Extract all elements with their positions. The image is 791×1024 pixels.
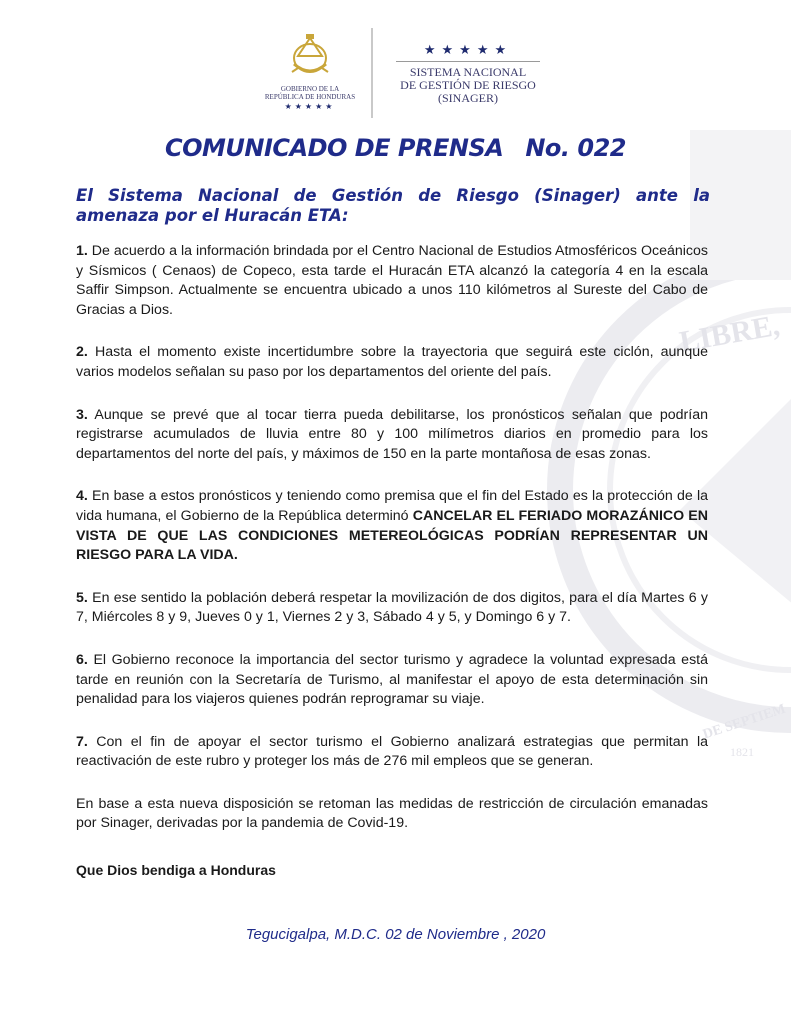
paragraph-2	[76, 343, 708, 382]
paragraph-3	[76, 406, 708, 465]
paragraph-number: 6.	[76, 651, 88, 668]
sinager-rule	[396, 61, 540, 62]
government-name-line1: GOBIERNO DE LA	[280, 85, 340, 93]
paragraph-number: 3.	[76, 406, 88, 423]
paragraph-number: 7.	[76, 733, 88, 750]
paragraph-number: 4.	[76, 488, 88, 505]
paragraph-text: Con el fin de apoyar el sector turismo el Gobierno analizará estrategias que permitan la reactivación de este rubro y proteger los más de 276 mil empleos que se generan.	[76, 733, 708, 770]
paragraph-number: 2.	[76, 344, 88, 361]
press-release-title	[0, 134, 791, 162]
dateline: Tegucigalpa, M.D.C. 02 de Noviembre , 2020	[245, 926, 546, 943]
title-text: COMUNICADO DE PRENSA	[164, 134, 504, 162]
sinager-name-line1: SISTEMA NACIONAL	[409, 65, 527, 79]
watermark-libre-text: LIBRE,	[676, 308, 783, 359]
paragraph-emphasis: CANCELAR EL FERIADO MORAZÁNICO EN VISTA DE QUE LAS CONDICIONES METEREOLÓGICAS PODRÍAN REPRESENTAR UN RIESGO PARA LA VIDA.	[76, 507, 709, 564]
paragraph-5	[76, 589, 708, 628]
paragraph-6	[76, 651, 708, 710]
sinager-stars: ★★★★★	[423, 42, 513, 57]
watermark-year-text: 1821	[730, 745, 754, 759]
sinager-name-line3: (SINAGER)	[438, 91, 498, 105]
paragraph-8	[76, 795, 708, 834]
paragraph-text: En base a estos pronósticos y teniendo como premisa que el fin del Estado es la protección de la vida humana, el Gobierno de la República determinó	[76, 488, 708, 524]
paragraph-1	[76, 242, 708, 320]
paragraph-4	[76, 487, 708, 565]
government-logo	[255, 34, 365, 111]
paragraph-text: Aunque se prevé que al tocar tierra pueda debilitarse, los pronósticos señalan que podrían registrarse acumulados de lluvia entre 80 y 100 milímetros diarios en promedio para los departamentos del norte del país, y máximos de 150 en la parte montañosa de esas zonas.	[76, 406, 708, 462]
paragraph-number: 5.	[76, 589, 88, 606]
closing-line: Que Dios bendiga a Honduras	[76, 862, 276, 878]
press-release-subtitle: El Sistema Nacional de Gestión de Riesgo (Sinager) ante la amenaza por el Huracán ETA:	[76, 186, 710, 225]
sinager-logo	[388, 42, 548, 105]
honduras-coat-of-arms-icon	[288, 34, 332, 80]
paragraph-text: Hasta el momento existe incertidumbre sobre la trayectoria que seguirá este ciclón, aunque varios modelos señalan su paso por los departamentos del oriente del país.	[76, 344, 708, 380]
press-release-body	[76, 242, 708, 857]
header	[0, 28, 791, 128]
government-name-line2: REPÚBLICA DE HONDURAS	[264, 93, 356, 101]
sinager-name-line2: DE GESTIÓN DE RIESGO	[400, 78, 536, 92]
header-divider	[371, 28, 373, 118]
watermark-septiem-text: DE SEPTIEM	[701, 701, 788, 743]
paragraph-text: El Gobierno reconoce la importancia del sector turismo y agradece la voluntad expresada está tarde en reunión con la Secretaría de Turismo, al manifestar el apoyo de esta determinación sin penalidad para los viajeros quienes podrán reprogramar su viaje.	[76, 651, 708, 708]
paragraph-7	[76, 733, 708, 772]
paragraph-number: 1.	[76, 243, 88, 259]
paragraph-text: En ese sentido la población deberá respetar la movilización de dos digitos, para el día Martes 6 y 7, Miércoles 8 y 9, Jueves 0 y 1, Viernes 2 y 3, Sábado 4 y 5, y Domingo 6 y 7.	[76, 589, 708, 626]
paragraph-text: De acuerdo a la información brindada por el Centro Nacional de Estudios Atmosféricos Oceánicos y Sísmicos ( Cenaos) de Copeco, esta tarde el Huracán ETA alcanzó la categoría 4 en la escala Saffir Simpson. Actualmente se encuentra ubicado a unos 110 kilómetros al Sureste del Cabo de Gracias a Dios.	[76, 243, 708, 318]
paragraph-text: En base a esta nueva disposición se retoman las medidas de restricción de circulación emanadas por Sinager, derivadas por la pandemia de Covid-19.	[76, 795, 708, 832]
title-number: No. 022	[525, 134, 626, 162]
government-stars: ★★★★★	[284, 102, 336, 111]
